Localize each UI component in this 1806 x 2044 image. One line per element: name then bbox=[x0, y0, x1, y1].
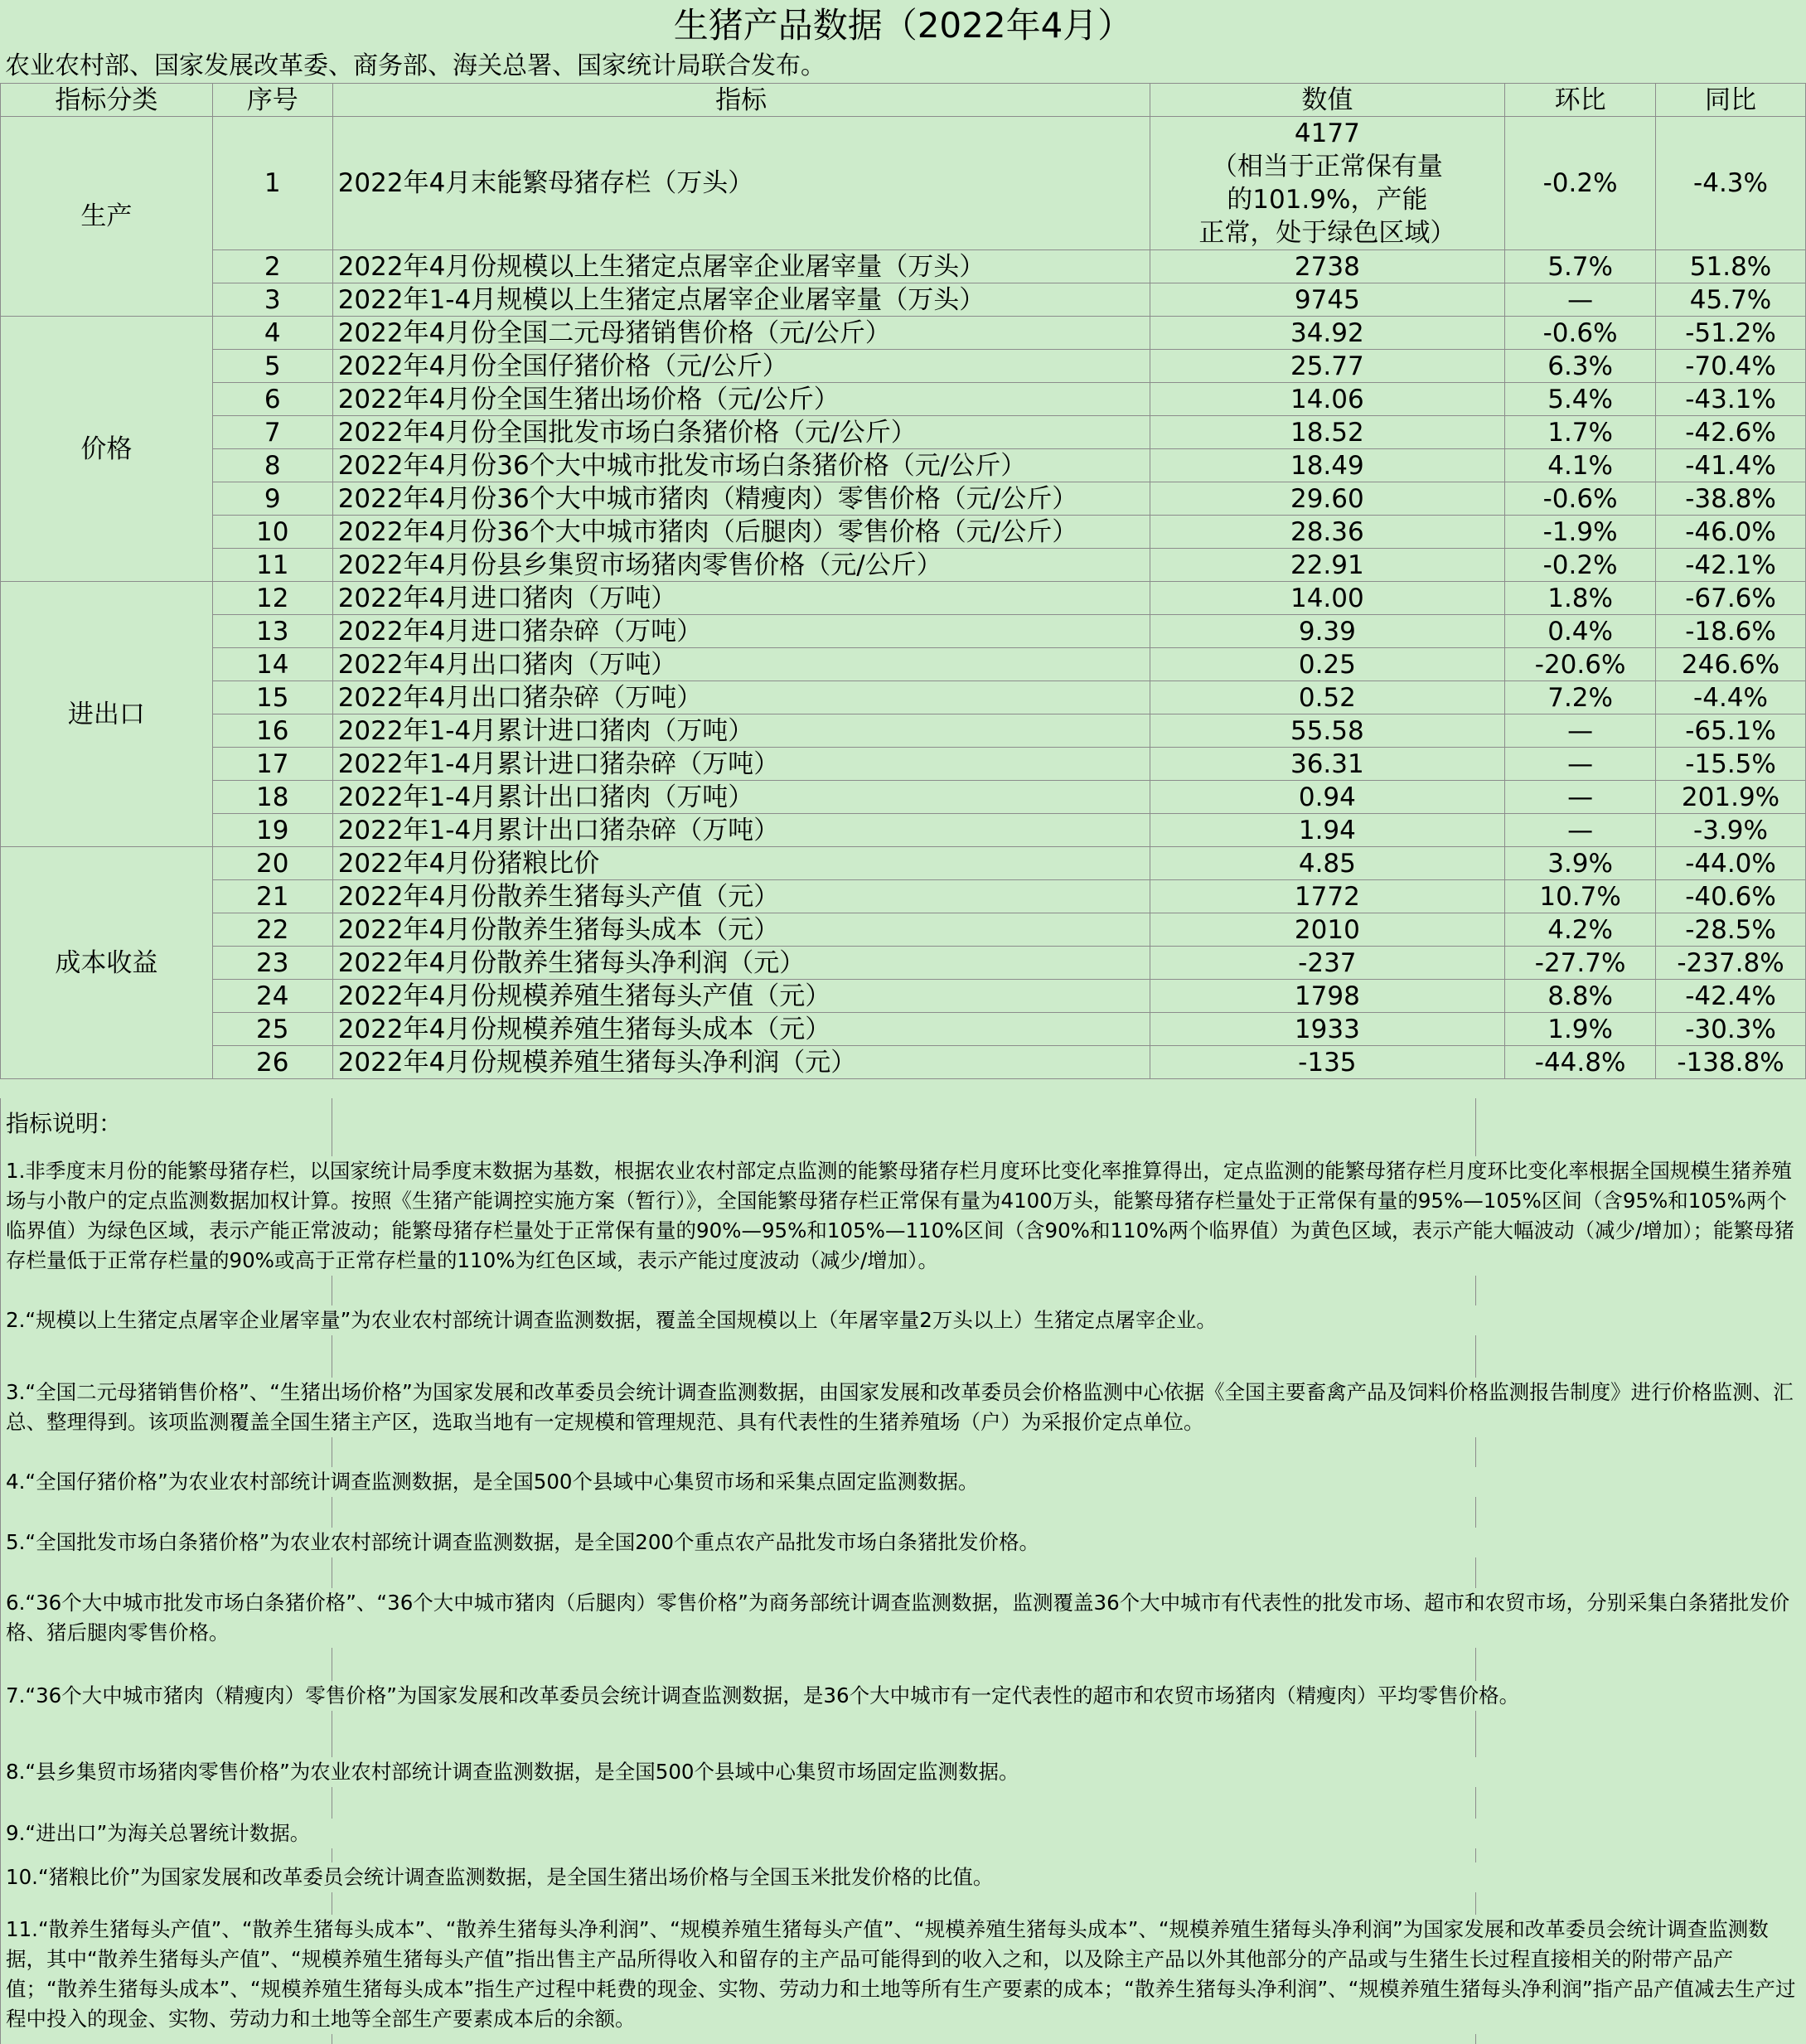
indicator-cell: 2022年4月份全国仔猪价格（元/公斤） bbox=[332, 350, 1150, 383]
yoy-change-cell: -18.6% bbox=[1656, 615, 1806, 648]
value-cell: 1798 bbox=[1150, 980, 1505, 1013]
table-row bbox=[1, 283, 1806, 317]
mom-change-cell: 4.2% bbox=[1505, 913, 1656, 947]
value-cell: 25.77 bbox=[1150, 350, 1505, 383]
yoy-change-cell: -44.0% bbox=[1656, 847, 1806, 880]
value-cell: 1933 bbox=[1150, 1013, 1505, 1046]
yoy-change-cell: -43.1% bbox=[1656, 383, 1806, 416]
table-row bbox=[1, 250, 1806, 283]
category-cell: 价格 bbox=[1, 317, 213, 582]
mom-change-cell: 1.9% bbox=[1505, 1013, 1656, 1046]
yoy-change-cell: -42.4% bbox=[1656, 980, 1806, 1013]
mom-change-cell: — bbox=[1505, 781, 1656, 814]
indicator-cell: 2022年4月份规模以上生猪定点屠宰企业屠宰量（万头） bbox=[332, 250, 1150, 283]
yoy-change-cell: 51.8% bbox=[1656, 250, 1806, 283]
indicator-cell: 2022年1-4月累计进口猪杂碎（万吨） bbox=[332, 748, 1150, 781]
value-cell: 0.25 bbox=[1150, 648, 1505, 681]
value-cell: 36.31 bbox=[1150, 748, 1505, 781]
value-cell: 2010 bbox=[1150, 913, 1505, 947]
indicator-cell: 2022年4月出口猪杂碎（万吨） bbox=[332, 681, 1150, 714]
note-item-7: 7.“36个大中城市猪肉（精瘦肉）零售价格”为国家发展和改革委员会统计调查监测数据，是36个大中城市有一定代表性的超市和农贸市场猪肉（精瘦肉）平均零售价格。 bbox=[6, 1681, 1800, 1711]
indicator-cell: 2022年4月进口猪杂碎（万吨） bbox=[332, 615, 1150, 648]
yoy-change-cell: -40.6% bbox=[1656, 880, 1806, 913]
mom-change-cell: 10.7% bbox=[1505, 880, 1656, 913]
mom-change-cell: 4.1% bbox=[1505, 449, 1656, 482]
yoy-change-cell: -70.4% bbox=[1656, 350, 1806, 383]
note-item-1: 1.非季度末月份的能繁母猪存栏，以国家统计局季度末数据为基数，根据农业农村部定点监测的能繁母猪存栏月度环比变化率推算得出，定点监测的能繁母猪存栏月度环比变化率根据全国规模生猪养殖场与小散户的定点监测数据加权计算。按照《生猪产能调控实施方案（暂行）》，全国能繁母猪存栏正常保有量为4100万头，能繁母猪存栏量处于正常保有量的95%—105%区间（含95%和105%两个临界值）为绿色区域，表示产能正常波动；能繁母猪存栏量处于正常保有量的90%—95%和105%—110%区间（含90%和110%两个临界值）为黄色区域，表示产能大幅波动（减少/增加）；能繁母猪存栏量低于正常存栏量的90%或高于正常存栏量的110%为红色区域，表示产能过度波动（减少/增加）。 bbox=[6, 1156, 1800, 1276]
yoy-change-cell: -51.2% bbox=[1656, 317, 1806, 350]
header-indicator: 指标 bbox=[332, 84, 1150, 117]
value-cell: 1.94 bbox=[1150, 814, 1505, 847]
mom-change-cell: -44.8% bbox=[1505, 1046, 1656, 1079]
indicator-cell: 2022年4月份规模养殖生猪每头产值（元） bbox=[332, 980, 1150, 1013]
table-row bbox=[1, 117, 1806, 250]
row-number-cell: 8 bbox=[212, 449, 332, 482]
note-item-11: 11.“散养生猪每头产值”、“散养生猪每头成本”、“散养生猪每头净利润”、“规模养殖生猪每头产值”、“规模养殖生猪每头成本”、“规模养殖生猪每头净利润”为国家发展和改革委员会统计调查监测数据，其中“散养生猪每头产值”、“规模养殖生猪每头产值”指出售主产品所得收入和留存的主产品可能得到的收入之和，以及除主产品以外其他部分的产品或与生猪生长过程直接相关的附带产品产值；“散养生猪每头成本”、“规模养殖生猪每头成本”指生产过程中耗费的现金、实物、劳动力和土地等所有生产要素的成本；“散养生猪每头净利润”、“规模养殖生猪每头净利润”指产品产值减去生产过程中投入的现金、实物、劳动力和土地等全部生产要素成本后的余额。 bbox=[6, 1915, 1800, 2034]
table-row bbox=[1, 748, 1806, 781]
yoy-change-cell: -67.6% bbox=[1656, 582, 1806, 615]
yoy-change-cell: -4.4% bbox=[1656, 681, 1806, 714]
note-item-3: 3.“全国二元母猪销售价格”、“生猪出场价格”为国家发展和改革委员会统计调查监测数据，由国家发展和改革委员会价格监测中心依据《全国主要畜禽产品及饲料价格监测报告制度》进行价格监测、汇总、整理得到。该项监测覆盖全国生猪主产区，选取当地有一定规模和管理规范、具有代表性的生猪养殖场（户）为采报价定点单位。 bbox=[6, 1378, 1800, 1437]
category-cell: 生产 bbox=[1, 117, 213, 317]
table-row bbox=[1, 383, 1806, 416]
mom-change-cell: -0.6% bbox=[1505, 482, 1656, 516]
row-number-cell: 25 bbox=[212, 1013, 332, 1046]
indicator-cell: 2022年1-4月累计进口猪肉（万吨） bbox=[332, 714, 1150, 748]
table-row bbox=[1, 880, 1806, 913]
table-row bbox=[1, 582, 1806, 615]
indicator-cell: 2022年4月份散养生猪每头成本（元） bbox=[332, 913, 1150, 947]
yoy-change-cell: -15.5% bbox=[1656, 748, 1806, 781]
page-title: 生猪产品数据（2022年4月） bbox=[673, 5, 1133, 46]
mom-change-cell: 1.8% bbox=[1505, 582, 1656, 615]
value-cell: 9745 bbox=[1150, 283, 1505, 317]
yoy-change-cell: -41.4% bbox=[1656, 449, 1806, 482]
mom-change-cell: 6.3% bbox=[1505, 350, 1656, 383]
table-row bbox=[1, 648, 1806, 681]
row-number-cell: 15 bbox=[212, 681, 332, 714]
table-row bbox=[1, 1046, 1806, 1079]
header-yoy: 同比 bbox=[1656, 84, 1806, 117]
row-number-cell: 26 bbox=[212, 1046, 332, 1079]
note-item-8: 8.“县乡集贸市场猪肉零售价格”为农业农村部统计调查监测数据，是全国500个县域中心集贸市场固定监测数据。 bbox=[6, 1757, 1800, 1787]
value-line: 4177 bbox=[1294, 119, 1360, 148]
value-cell: 28.36 bbox=[1150, 516, 1505, 549]
mom-change-cell: — bbox=[1505, 748, 1656, 781]
value-cell: 55.58 bbox=[1150, 714, 1505, 748]
yoy-change-cell: 246.6% bbox=[1656, 648, 1806, 681]
row-number-cell: 16 bbox=[212, 714, 332, 748]
yoy-change-cell: -38.8% bbox=[1656, 482, 1806, 516]
row-number-cell: 7 bbox=[212, 416, 332, 449]
notes-heading: 指标说明： bbox=[6, 1109, 127, 1139]
table-row bbox=[1, 416, 1806, 449]
indicator-cell: 2022年4月份全国批发市场白条猪价格（元/公斤） bbox=[332, 416, 1150, 449]
indicator-cell: 2022年4月份规模养殖生猪每头成本（元） bbox=[332, 1013, 1150, 1046]
table-row bbox=[1, 350, 1806, 383]
indicator-cell: 2022年1-4月累计出口猪肉（万吨） bbox=[332, 781, 1150, 814]
row-number-cell: 2 bbox=[212, 250, 332, 283]
mom-change-cell: 5.7% bbox=[1505, 250, 1656, 283]
value-line: 正常，处于绿色区域） bbox=[1198, 218, 1456, 248]
yoy-change-cell: -46.0% bbox=[1656, 516, 1806, 549]
indicator-cell: 2022年4月份全国二元母猪销售价格（元/公斤） bbox=[332, 317, 1150, 350]
value-cell: 0.94 bbox=[1150, 781, 1505, 814]
indicator-cell: 2022年4月份散养生猪每头产值（元） bbox=[332, 880, 1150, 913]
value-cell: 0.52 bbox=[1150, 681, 1505, 714]
category-cell: 成本收益 bbox=[1, 847, 213, 1079]
header-category: 指标分类 bbox=[1, 84, 213, 117]
yoy-change-cell: -42.6% bbox=[1656, 416, 1806, 449]
mom-change-cell: 0.4% bbox=[1505, 615, 1656, 648]
row-number-cell: 12 bbox=[212, 582, 332, 615]
indicator-cell: 2022年4月份散养生猪每头净利润（元） bbox=[332, 947, 1150, 980]
value-cell bbox=[1150, 117, 1505, 250]
row-number-cell: 4 bbox=[212, 317, 332, 350]
notes-section bbox=[0, 1098, 1806, 2044]
table-body bbox=[1, 117, 1806, 1079]
table-header-row bbox=[1, 84, 1806, 117]
indicator-cell: 2022年4月份36个大中城市批发市场白条猪价格（元/公斤） bbox=[332, 449, 1150, 482]
value-line: 的101.9%，产能 bbox=[1227, 185, 1428, 215]
indicator-cell: 2022年4月份规模养殖生猪每头净利润（元） bbox=[332, 1046, 1150, 1079]
note-item-6: 6.“36个大中城市批发市场白条猪价格”、“36个大中城市猪肉（后腿肉）零售价格”为商务部统计调查监测数据，监测覆盖36个大中城市有代表性的批发市场、超市和农贸市场，分别采集白条猪批发价格、猪后腿肉零售价格。 bbox=[6, 1588, 1800, 1648]
value-cell: 4.85 bbox=[1150, 847, 1505, 880]
table-row bbox=[1, 980, 1806, 1013]
data-table bbox=[0, 83, 1806, 1079]
value-line: （相当于正常保有量 bbox=[1211, 152, 1443, 182]
yoy-change-cell: -237.8% bbox=[1656, 947, 1806, 980]
publisher-line: 农业农村部、国家发展改革委、商务部、海关总署、国家统计局联合发布。 bbox=[5, 51, 826, 80]
yoy-change-cell: -28.5% bbox=[1656, 913, 1806, 947]
value-cell: 2738 bbox=[1150, 250, 1505, 283]
mom-change-cell: -0.2% bbox=[1505, 549, 1656, 582]
yoy-change-cell: -4.3% bbox=[1656, 117, 1806, 250]
note-item-5: 5.“全国批发市场白条猪价格”为农业农村部统计调查监测数据，是全国200个重点农产品批发市场白条猪批发价格。 bbox=[6, 1528, 1800, 1557]
mom-change-cell: 3.9% bbox=[1505, 847, 1656, 880]
header-mom: 环比 bbox=[1505, 84, 1656, 117]
row-number-cell: 22 bbox=[212, 913, 332, 947]
yoy-change-cell: -42.1% bbox=[1656, 549, 1806, 582]
row-number-cell: 18 bbox=[212, 781, 332, 814]
table-row bbox=[1, 714, 1806, 748]
row-number-cell: 11 bbox=[212, 549, 332, 582]
yoy-change-cell: 201.9% bbox=[1656, 781, 1806, 814]
indicator-cell: 2022年4月末能繁母猪存栏（万头） bbox=[332, 117, 1150, 250]
header-value: 数值 bbox=[1150, 84, 1505, 117]
mom-change-cell: — bbox=[1505, 283, 1656, 317]
indicator-cell: 2022年4月份全国生猪出场价格（元/公斤） bbox=[332, 383, 1150, 416]
value-cell: 18.52 bbox=[1150, 416, 1505, 449]
yoy-change-cell: -65.1% bbox=[1656, 714, 1806, 748]
mom-change-cell: -27.7% bbox=[1505, 947, 1656, 980]
table-row bbox=[1, 516, 1806, 549]
yoy-change-cell: 45.7% bbox=[1656, 283, 1806, 317]
row-number-cell: 21 bbox=[212, 880, 332, 913]
table-row bbox=[1, 449, 1806, 482]
mom-change-cell: -0.6% bbox=[1505, 317, 1656, 350]
table-row bbox=[1, 913, 1806, 947]
value-cell: 22.91 bbox=[1150, 549, 1505, 582]
indicator-cell: 2022年1-4月规模以上生猪定点屠宰企业屠宰量（万头） bbox=[332, 283, 1150, 317]
row-number-cell: 3 bbox=[212, 283, 332, 317]
note-item-2: 2.“规模以上生猪定点屠宰企业屠宰量”为农业农村部统计调查监测数据，覆盖全国规模以上（年屠宰量2万头以上）生猪定点屠宰企业。 bbox=[6, 1305, 1800, 1335]
mom-change-cell: 8.8% bbox=[1505, 980, 1656, 1013]
value-cell: 14.00 bbox=[1150, 582, 1505, 615]
table-row bbox=[1, 482, 1806, 516]
value-cell: -135 bbox=[1150, 1046, 1505, 1079]
table-row bbox=[1, 615, 1806, 648]
row-number-cell: 13 bbox=[212, 615, 332, 648]
indicator-cell: 2022年4月份36个大中城市猪肉（后腿肉）零售价格（元/公斤） bbox=[332, 516, 1150, 549]
row-number-cell: 9 bbox=[212, 482, 332, 516]
row-number-cell: 19 bbox=[212, 814, 332, 847]
value-cell: -237 bbox=[1150, 947, 1505, 980]
mom-change-cell: -20.6% bbox=[1505, 648, 1656, 681]
yoy-change-cell: -138.8% bbox=[1656, 1046, 1806, 1079]
indicator-cell: 2022年4月份猪粮比价 bbox=[332, 847, 1150, 880]
indicator-cell: 2022年4月份36个大中城市猪肉（精瘦肉）零售价格（元/公斤） bbox=[332, 482, 1150, 516]
row-number-cell: 24 bbox=[212, 980, 332, 1013]
table-row bbox=[1, 814, 1806, 847]
indicator-cell: 2022年4月出口猪肉（万吨） bbox=[332, 648, 1150, 681]
table-row bbox=[1, 1013, 1806, 1046]
value-cell: 34.92 bbox=[1150, 317, 1505, 350]
value-cell: 29.60 bbox=[1150, 482, 1505, 516]
table-row bbox=[1, 549, 1806, 582]
table-row bbox=[1, 781, 1806, 814]
note-item-10: 10.“猪粮比价”为国家发展和改革委员会统计调查监测数据，是全国生猪出场价格与全国玉米批发价格的比值。 bbox=[6, 1862, 1800, 1892]
mom-change-cell: — bbox=[1505, 714, 1656, 748]
indicator-cell: 2022年1-4月累计出口猪杂碎（万吨） bbox=[332, 814, 1150, 847]
row-number-cell: 17 bbox=[212, 748, 332, 781]
row-number-cell: 20 bbox=[212, 847, 332, 880]
yoy-change-cell: -3.9% bbox=[1656, 814, 1806, 847]
value-cell: 9.39 bbox=[1150, 615, 1505, 648]
value-cell: 1772 bbox=[1150, 880, 1505, 913]
mom-change-cell: -0.2% bbox=[1505, 117, 1656, 250]
value-cell: 18.49 bbox=[1150, 449, 1505, 482]
note-item-9: 9.“进出口”为海关总署统计数据。 bbox=[6, 1819, 1800, 1848]
table-row bbox=[1, 847, 1806, 880]
data-table-wrapper bbox=[0, 83, 1806, 1079]
row-number-cell: 6 bbox=[212, 383, 332, 416]
mom-change-cell: -1.9% bbox=[1505, 516, 1656, 549]
header-number: 序号 bbox=[212, 84, 332, 117]
indicator-cell: 2022年4月进口猪肉（万吨） bbox=[332, 582, 1150, 615]
table-row bbox=[1, 947, 1806, 980]
row-number-cell: 1 bbox=[212, 117, 332, 250]
category-cell: 进出口 bbox=[1, 582, 213, 847]
row-number-cell: 10 bbox=[212, 516, 332, 549]
value-cell: 14.06 bbox=[1150, 383, 1505, 416]
row-number-cell: 14 bbox=[212, 648, 332, 681]
row-number-cell: 5 bbox=[212, 350, 332, 383]
table-row bbox=[1, 681, 1806, 714]
mom-change-cell: 7.2% bbox=[1505, 681, 1656, 714]
note-item-4: 4.“全国仔猪价格”为农业农村部统计调查监测数据，是全国500个县域中心集贸市场和采集点固定监测数据。 bbox=[6, 1467, 1800, 1497]
mom-change-cell: 5.4% bbox=[1505, 383, 1656, 416]
row-number-cell: 23 bbox=[212, 947, 332, 980]
mom-change-cell: 1.7% bbox=[1505, 416, 1656, 449]
yoy-change-cell: -30.3% bbox=[1656, 1013, 1806, 1046]
indicator-cell: 2022年4月份县乡集贸市场猪肉零售价格（元/公斤） bbox=[332, 549, 1150, 582]
table-row bbox=[1, 317, 1806, 350]
mom-change-cell: — bbox=[1505, 814, 1656, 847]
